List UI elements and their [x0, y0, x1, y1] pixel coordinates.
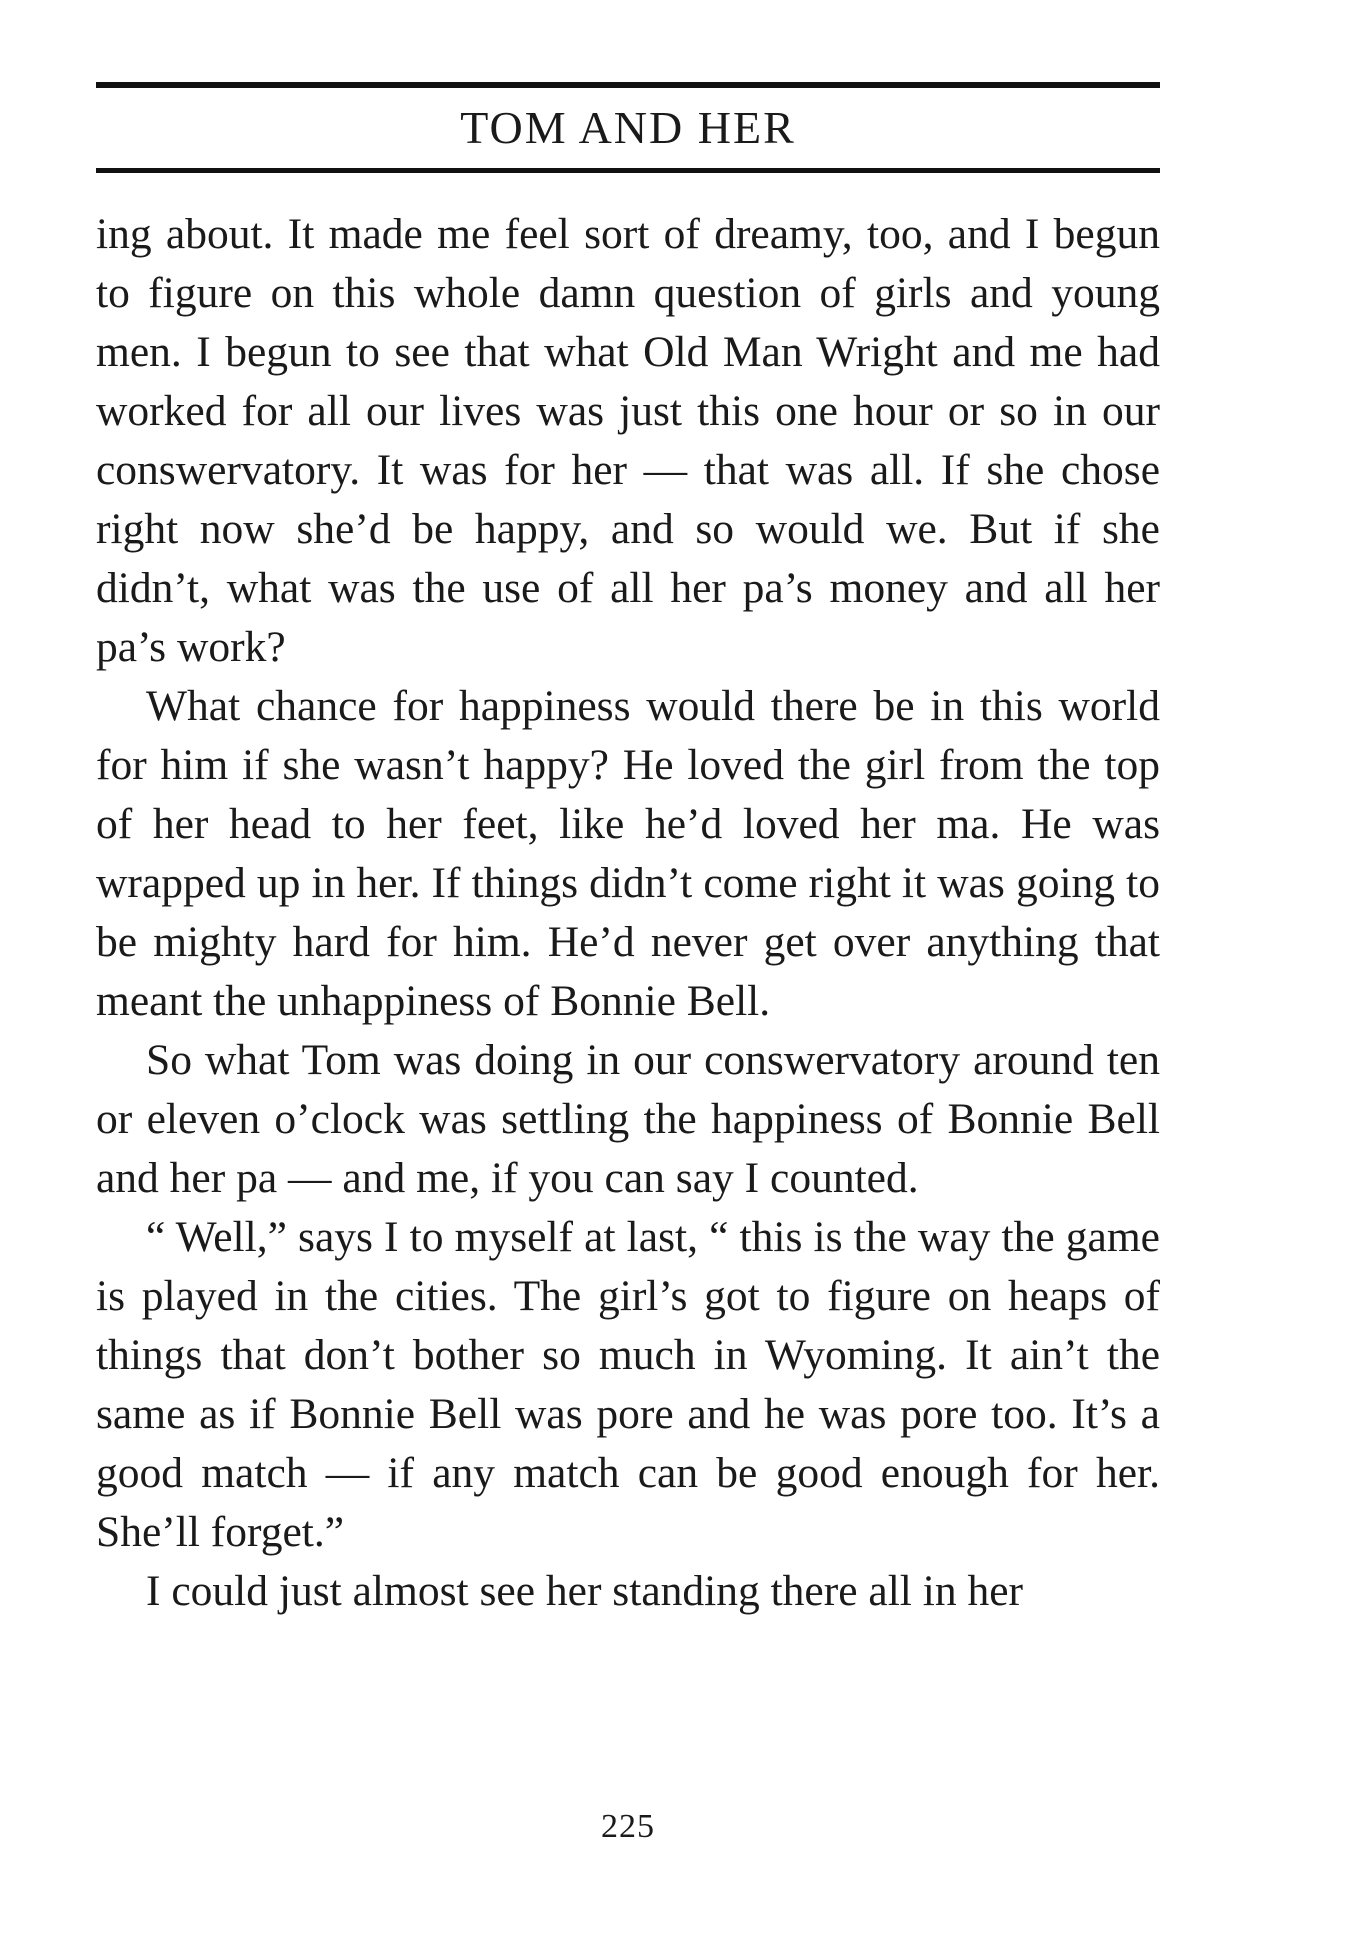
body-text: [96, 205, 1160, 1621]
running-title: TOM AND HER: [460, 102, 796, 153]
paragraph-5: I could just almost see her standing there all in her: [146, 1567, 1024, 1615]
paragraph-3: So what Tom was doing in our conswervatory around ten or eleven o’clock was settling the happiness of Bonnie Bell and her pa — and me, if you can say I counted.: [96, 1036, 1160, 1202]
header-bottom-rule: [96, 168, 1160, 173]
paragraph-4: “ Well,” says I to myself at last, “ this is the way the game is played in the cities. The girl’s got to figure on heaps of things that don’t bother so much in Wyoming. It ain’t the same as if Bonnie Bell was pore and he was pore too. It’s a good match — if any match can be good enough for her. She’ll forget.”: [96, 1213, 1160, 1556]
header-top-rule: [96, 82, 1160, 88]
paragraph-2: What chance for happiness would there be in this world for him if she wasn’t happy? He loved the girl from the top of her head to her feet, like he’d loved her ma. He was wrapped up in her. If things didn’t come right it was going to be mighty hard for him. He’d never get over anything that meant the unhappiness of Bonnie Bell.: [96, 682, 1160, 1025]
paragraph-1: ing about. It made me feel sort of dreamy, too, and I begun to figure on this whole damn question of girls and young men. I begun to see that what Old Man Wright and me had worked for all our lives was just this one hour or so in our conswervatory. It was for her — that was all. If she chose right now she’d be happy, and so would we. But if she didn’t, what was the use of all her pa’s money and all her pa’s work?: [96, 210, 1160, 671]
page-number: 225: [601, 1808, 655, 1845]
